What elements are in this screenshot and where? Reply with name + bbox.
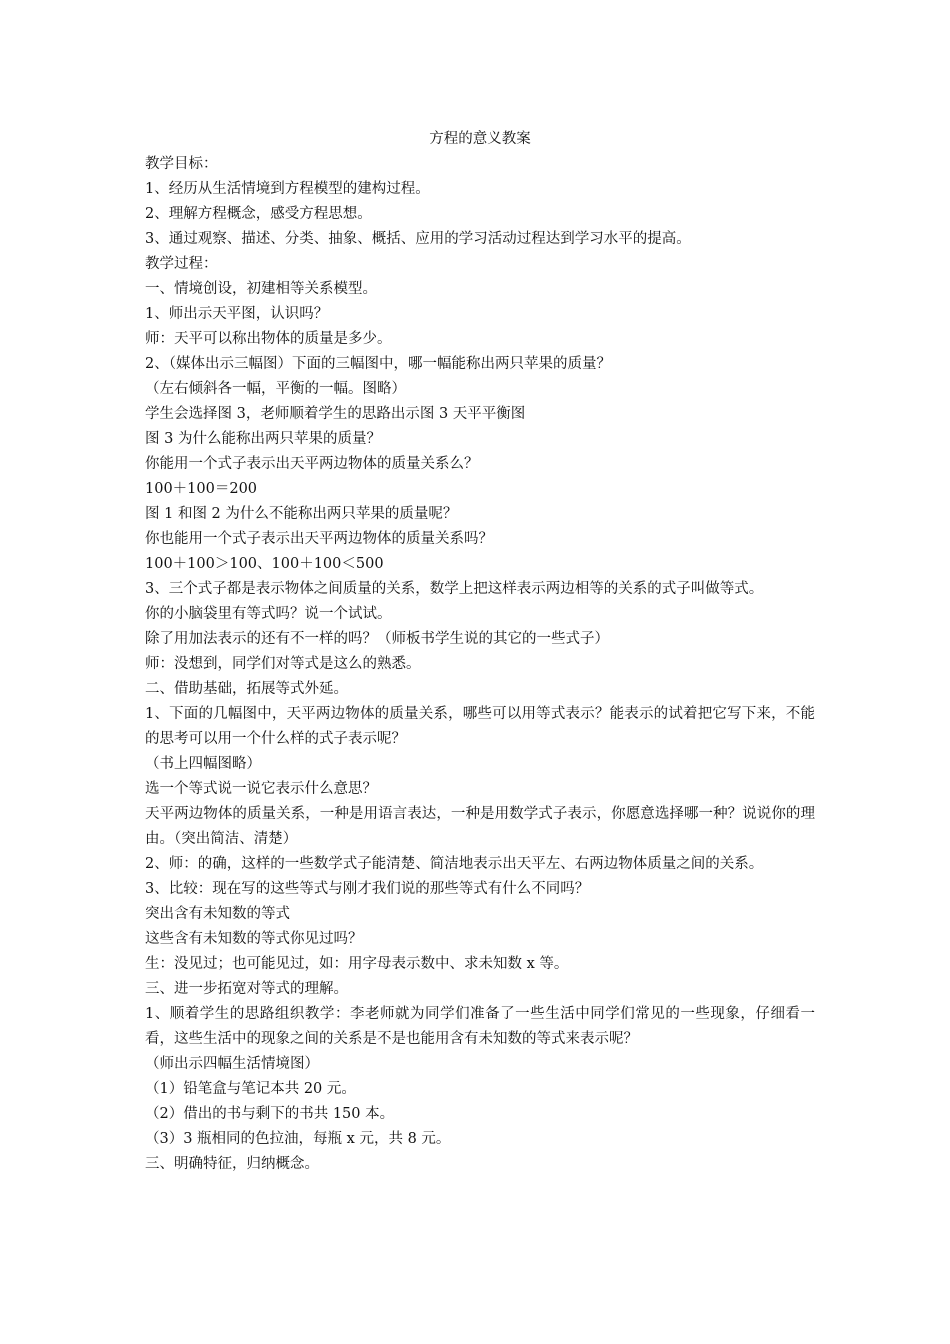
paragraph: 1、师出示天平图，认识吗？ [145,306,329,322]
paragraph: 3、通过观察、描述、分类、抽象、概括、应用的学习活动过程达到学习水平的提高。 [145,231,691,247]
paragraph: 除了用加法表示的还有不一样的吗？（师板书学生说的其它的一些式子） [145,631,609,647]
paragraph: 天平两边物体的质量关系，一种是用语言表达，一种是用数学式子表示，你愿意选择哪一种？说说你的理由。（突出简洁、清楚） [145,806,815,847]
paragraph: 学生会选择图 3，老师顺着学生的思路出示图 3 天平平衡图 [145,406,526,422]
paragraph: （2）借出的书与剩下的书共 150 本。 [145,1106,395,1122]
paragraph: 你的小脑袋里有等式吗？说一个试试。 [145,606,392,622]
paragraph: 你能用一个式子表示出天平两边物体的质量关系么？ [145,456,479,472]
paragraph: 选一个等式说一说它表示什么意思？ [145,781,377,797]
paragraph: 三、明确特征，归纳概念。 [145,1156,319,1172]
paragraph: （3）3 瓶相同的色拉油，每瓶 x 元，共 8 元。 [145,1131,451,1147]
paragraph: 生：没见过；也可能见过，如：用字母表示数中、求未知数 x 等。 [145,956,569,972]
paragraph: （师出示四幅生活情境图） [145,1056,319,1072]
paragraph: （书上四幅图略） [145,756,261,772]
paragraph: 教学目标： [145,156,218,172]
paragraph: 一、情境创设，初建相等关系模型。 [145,281,377,297]
paragraph: 你也能用一个式子表示出天平两边物体的质量关系吗？ [145,531,493,547]
paragraph: 师：天平可以称出物体的质量是多少。 [145,331,392,347]
paragraph: 这些含有未知数的等式你见过吗？ [145,931,363,947]
paragraph: 2、理解方程概念，感受方程思想。 [145,206,372,222]
paragraph: 二、借助基础，拓展等式外延。 [145,681,348,697]
paragraph: 师：没想到，同学们对等式是这么的熟悉。 [145,656,421,672]
paragraph: 三、进一步拓宽对等式的理解。 [145,981,348,997]
paragraph: 2、师：的确，这样的一些数学式子能清楚、简洁地表示出天平左、右两边物体质量之间的关系。 [145,856,764,872]
paragraph: 图 1 和图 2 为什么不能称出两只苹果的质量呢？ [145,506,458,522]
paragraph: 图 3 为什么能称出两只苹果的质量？ [145,431,381,447]
paragraph: 1、下面的几幅图中，天平两边物体的质量关系，哪些可以用等式表示？能表示的试着把它写下来，不能的思考可以用一个什么样的式子表示呢？ [145,706,815,747]
paragraph: 突出含有未知数的等式 [145,906,290,922]
paragraph: 3、比较：现在写的这些等式与刚才我们说的那些等式有什么不同吗？ [145,881,590,897]
paragraph: 3、三个式子都是表示物体之间质量的关系，数学上把这样表示两边相等的关系的式子叫做等式。 [145,581,764,597]
paragraph: 1、经历从生活情境到方程模型的建构过程。 [145,181,430,197]
paragraph: （1）铅笔盒与笔记本共 20 元。 [145,1081,356,1097]
paragraph: 教学过程： [145,256,218,272]
document-body [145,127,815,1177]
paragraph: 100＋100＝200 [145,481,258,497]
document-title: 方程的意义教案 [429,131,531,147]
paragraph: 1、顺着学生的思路组织教学：李老师就为同学们准备了一些生活中同学们常见的一些现象，仔细看一看，这些生活中的现象之间的关系是不是也能用含有未知数的等式来表示呢？ [145,1006,815,1047]
paragraph: （左右倾斜各一幅，平衡的一幅。图略） [145,381,406,397]
paragraph-list [145,152,815,1177]
paragraph: 100＋100＞100、100＋100＜500 [145,556,384,572]
paragraph: 2、（媒体出示三幅图）下面的三幅图中，哪一幅能称出两只苹果的质量？ [145,356,611,372]
